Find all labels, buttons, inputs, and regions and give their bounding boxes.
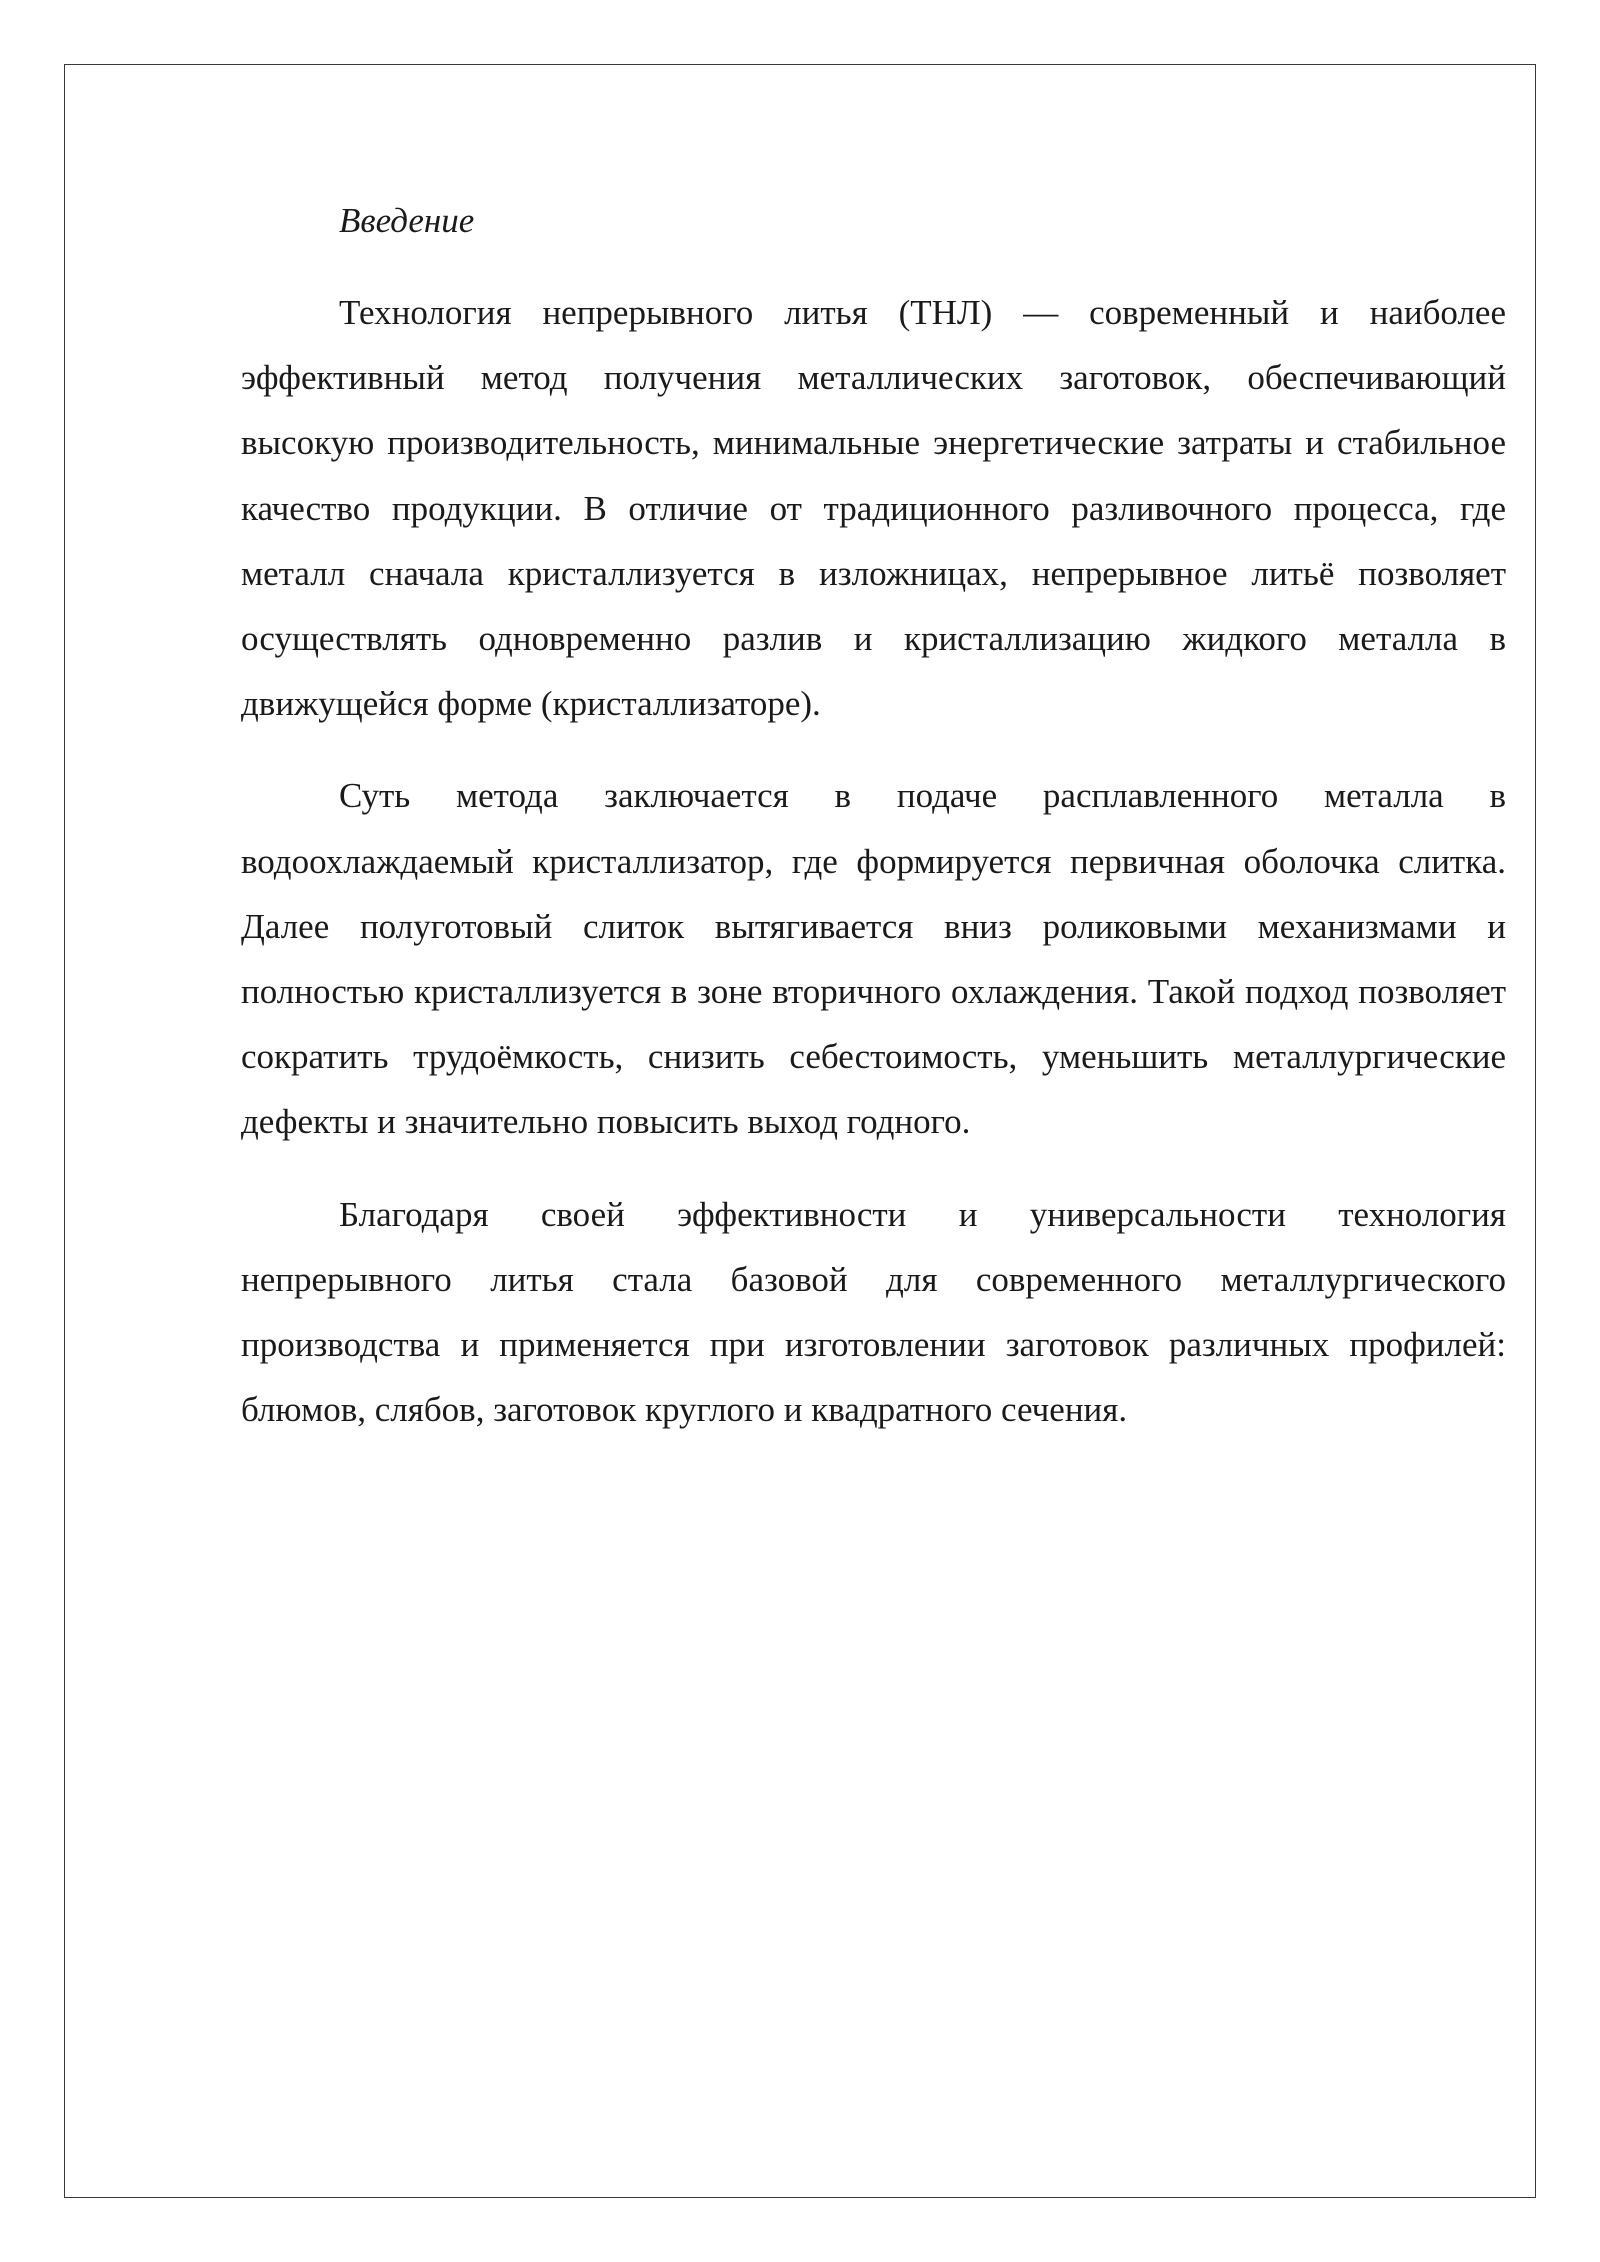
document-body	[241, 188, 1506, 1469]
section-heading: Введение	[339, 201, 475, 240]
paragraph-2: Суть метода заключается в подаче расплавленного металла в водоохлаждаемый кристаллизатор, где формируется первичная оболочка слитка. Далее полуготовый слиток вытягивается вниз роликовыми механизмами и полностью кристаллизуется в зоне вторичного охлаждения. Такой подход позволяет сократить трудоёмкость, снизить себестоимость, уменьшить металлургические дефекты и значительно повысить выход годного.	[241, 776, 1506, 1142]
paragraph-3: Благодаря своей эффективности и универсальности технология непрерывного литья стала базовой для современного металлургического производства и применяется при изготовлении заготовок различных профилей: блюмов, слябов, заготовок круглого и квадратного сечения.	[241, 1194, 1506, 1430]
paragraph-1: Технология непрерывного литья (ТНЛ) — современный и наиболее эффективный метод получения металлических заготовок, обеспечивающий высокую производительность, минимальные энергетические затраты и стабильное качество продукции. В отличие от традиционного разливочного процесса, где металл сначала кристаллизуется в изложницах, непрерывное литьё позволяет осуществлять одновременно разлив и кристаллизацию жидкого металла в движущейся форме (кристаллизаторе).	[241, 293, 1506, 724]
